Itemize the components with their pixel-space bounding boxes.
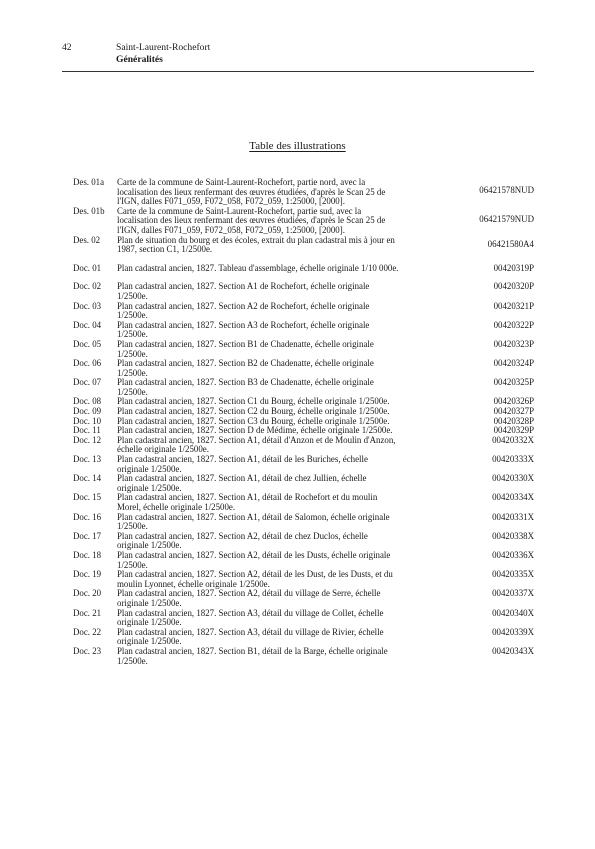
illustration-code: 00420337X [492, 588, 534, 599]
illustration-ref: Doc. 06 [73, 358, 102, 369]
illustration-ref: Doc. 17 [73, 530, 102, 541]
illustration-code: 00420343X [492, 645, 534, 656]
illustration-description: Plan cadastral ancien, 1827. Section C3 du Bourg, échelle originale 1/2500e. [117, 415, 390, 426]
list-item [62, 207, 534, 236]
illustration-ref: Doc. 18 [73, 549, 102, 560]
list-item [62, 321, 534, 340]
illustration-ref: Doc. 12 [73, 434, 102, 445]
illustration-code: 00420339X [492, 626, 534, 637]
page-number: 42 [62, 42, 72, 53]
illustration-description: Plan cadastral ancien, 1827. Section A1, détail de Rochefort et du moulin Morel, échelle originale 1/2500e. [117, 492, 378, 512]
illustration-description: Plan cadastral ancien, 1827. Section A2, détail de chez Duclos, échelle originale 1/2500e. [117, 530, 368, 551]
list-item [62, 474, 534, 493]
illustration-ref: Des. 01b [73, 205, 105, 216]
illustration-description: Plan cadastral ancien, 1827. Section A2, détail du village de Serre, échelle originale 1/2500e. [117, 588, 381, 608]
list-item [62, 493, 534, 512]
list-item [62, 264, 534, 274]
illustration-ref: Doc. 22 [73, 626, 102, 637]
header-location: Saint-Laurent-Rochefort [116, 42, 211, 53]
illustration-description: Plan cadastral ancien, 1827. Section A1 de Rochefort, échelle originale 1/2500e. [117, 281, 370, 301]
illustration-description: Plan cadastral ancien, 1827. Section A3, détail du village de Rivier, échelle originale 1/2500e. [117, 626, 384, 647]
illustration-ref: Doc. 21 [73, 607, 102, 618]
illustration-code: 00420338X [492, 530, 534, 541]
illustration-ref: Doc. 02 [73, 281, 102, 292]
illustration-ref: Doc. 01 [73, 262, 102, 273]
illustration-description: Plan cadastral ancien, 1827. Section A1, détail de les Buriches, échelle originale 1/2500e. [117, 454, 368, 474]
illustration-description: Plan cadastral ancien, 1827. Section A1, détail de Salomon, échelle originale 1/2500e. [117, 511, 390, 532]
illustration-code: 00420325P [493, 377, 534, 388]
illustration-description: Plan de situation du bourg et des écoles, extrait du plan cadastral mis à jour en 1987, section C1, 1/2500e. [117, 234, 395, 255]
illustration-code: 00420324P [493, 358, 534, 369]
illustration-code: 00420319P [493, 262, 534, 273]
list-item [62, 551, 534, 570]
list-item [62, 647, 534, 666]
list-item [62, 359, 534, 378]
illustration-description: Plan cadastral ancien, 1827. Section B2 de Chadenatte, échelle originale 1/2500e. [117, 358, 374, 378]
illustration-description: Plan cadastral ancien, 1827. Section C2 du Bourg, échelle originale 1/2500e. [117, 406, 390, 417]
illustration-ref: Des. 01a [73, 177, 105, 187]
list-item [62, 436, 534, 455]
illustration-code: 00420327P [493, 406, 534, 417]
list-item [62, 570, 534, 589]
list-item [62, 455, 534, 474]
illustration-code: 00420336X [492, 549, 534, 560]
illustration-description: Plan cadastral ancien, 1827. Section A3 de Rochefort, échelle originale 1/2500e. [117, 319, 370, 340]
list-item [62, 178, 534, 207]
illustration-description: Plan cadastral ancien, 1827. Tableau d'assemblage, échelle originale 1/10 000e. [117, 262, 399, 273]
illustration-description: Plan cadastral ancien, 1827. Section B1, détail de la Barge, échelle originale 1/2500e. [117, 645, 388, 666]
list-item [62, 513, 534, 532]
list-item [62, 236, 534, 255]
illustration-description: Carte de la commune de Saint-Laurent-Rochefort, partie sud, avec la localisation des lieux renfermant des œuvres étudiées, d'après le Scan 25 de l'IGN, dalles F071_059, F072_058, F072_059, 1:25000, [2000]. [117, 205, 386, 235]
illustration-ref: Doc. 08 [73, 396, 102, 407]
illustrations-list [62, 178, 534, 666]
illustration-code: 00420331X [492, 511, 534, 522]
illustration-ref: Doc. 03 [73, 300, 102, 311]
list-item [62, 628, 534, 647]
illustration-description: Carte de la commune de Saint-Laurent-Rochefort, partie nord, avec la localisation des lieux renfermant des œuvres étudiées, d'après le Scan 25 de l'IGN, dalles F071_059, F072_058, F072_059, 1:25000, [2000]. [117, 177, 386, 207]
illustration-description: Plan cadastral ancien, 1827. Section D de Médime, échelle originale 1/2500e. [117, 425, 393, 436]
illustration-code: 00420335X [492, 569, 534, 580]
illustration-ref: Doc. 19 [73, 569, 102, 580]
illustration-ref: Doc. 13 [73, 454, 102, 465]
illustration-ref: Doc. 11 [73, 425, 101, 436]
illustration-description: Plan cadastral ancien, 1827. Section C1 du Bourg, échelle originale 1/2500e. [117, 396, 390, 407]
illustration-description: Plan cadastral ancien, 1827. Section B3 de Chadenatte, échelle originale 1/2500e. [117, 377, 374, 397]
list-item [62, 340, 534, 359]
list-item [62, 532, 534, 551]
illustration-ref: Des. 02 [73, 234, 101, 245]
illustration-description: Plan cadastral ancien, 1827. Section A3, détail du village de Collet, échelle originale 1/2500e. [117, 607, 384, 628]
header-text [116, 42, 210, 66]
page-title [0, 140, 595, 152]
illustration-description: Plan cadastral ancien, 1827. Section A1, détail de chez Jullien, échelle originale 1/2500e. [117, 473, 367, 493]
illustration-description: Plan cadastral ancien, 1827. Section A2 de Rochefort, échelle originale 1/2500e. [117, 300, 370, 321]
illustration-code: 06421580A4 [487, 238, 534, 249]
illustration-description: Plan cadastral ancien, 1827. Section A2, détail de les Dusts, échelle originale 1/2500e. [117, 549, 391, 570]
list-item [62, 378, 534, 397]
illustration-code: 00420332X [492, 434, 534, 445]
header-section: Généralités [116, 54, 163, 65]
illustration-ref: Doc. 05 [73, 338, 102, 349]
illustration-code: 00420333X [492, 454, 534, 465]
illustration-ref: Doc. 07 [73, 377, 102, 388]
illustration-description: Plan cadastral ancien, 1827. Section B1 de Chadenatte, échelle originale 1/2500e. [117, 338, 374, 359]
illustration-code: 00420326P [493, 396, 534, 407]
illustration-ref: Doc. 14 [73, 473, 102, 484]
illustration-code: 00420328P [493, 415, 534, 426]
list-item [62, 302, 534, 321]
illustration-code: 00420321P [493, 300, 534, 311]
illustration-code: 06421578NUD [479, 185, 534, 195]
illustration-code: 00420340X [492, 607, 534, 618]
page-title-text: Table des illustrations [249, 140, 346, 152]
illustration-ref: Doc. 16 [73, 511, 102, 522]
illustration-description: Plan cadastral ancien, 1827. Section A1, détail d'Anzon et de Moulin d'Anzon, échelle originale 1/2500e. [117, 434, 396, 455]
illustration-ref: Doc. 20 [73, 588, 102, 599]
illustration-ref: Doc. 10 [73, 415, 102, 426]
header-divider [62, 71, 534, 72]
illustration-description: Plan cadastral ancien, 1827. Section A2, détail de les Dust, de les Dusts, et du moulin Lyonnet, échelle originale 1/2500e. [117, 569, 393, 589]
illustration-code: 00420329P [493, 425, 534, 436]
illustration-ref: Doc. 23 [73, 645, 102, 656]
illustration-code: 06421579NUD [479, 213, 534, 224]
illustration-ref: Doc. 15 [73, 492, 102, 503]
illustration-code: 00420330X [492, 473, 534, 484]
illustration-code: 00420323P [493, 338, 534, 349]
illustration-code: 00420322P [493, 319, 534, 330]
list-item [62, 609, 534, 628]
illustration-ref: Doc. 04 [73, 319, 102, 330]
illustration-ref: Doc. 09 [73, 406, 102, 417]
list-item [62, 282, 534, 301]
illustration-code: 00420320P [493, 281, 534, 292]
illustration-code: 00420334X [492, 492, 534, 503]
list-item [62, 589, 534, 608]
